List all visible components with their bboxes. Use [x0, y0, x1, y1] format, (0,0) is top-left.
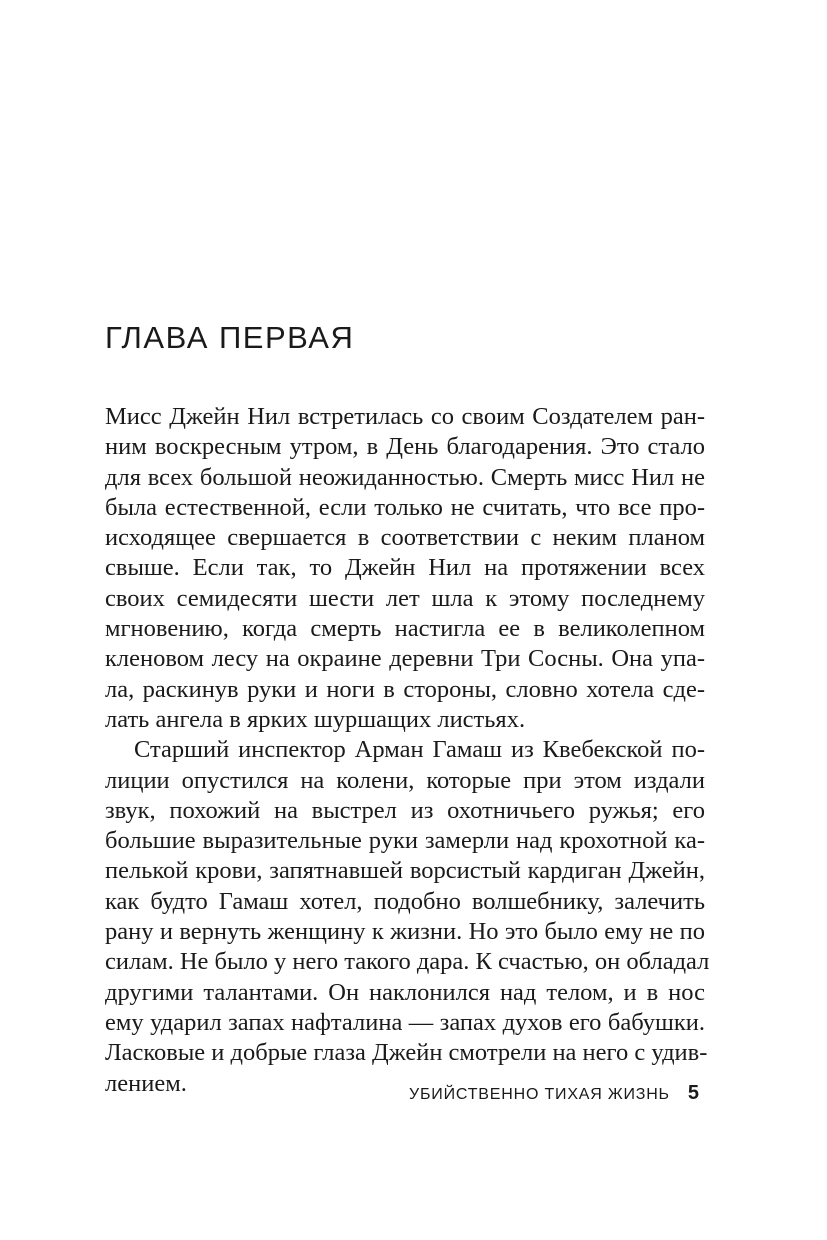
text-line: ним воскресным утром, в День благодарения. Это стало [105, 433, 705, 461]
body-text [105, 402, 710, 1099]
text-line: лать ангела в ярких шуршащих листьях. [105, 705, 526, 733]
page-number: 5 [687, 1082, 699, 1104]
text-line: свыше. Если так, то Джейн Нил на протяжении всех [105, 554, 705, 582]
text-line: пелькой крови, запятнавшей ворсистый кардиган Джейн, [105, 857, 705, 885]
page-footer [409, 1082, 699, 1105]
text-line: Мисс Джейн Нил встретилась со своим Создателем ран- [105, 403, 705, 430]
text-line: лением. [105, 1069, 187, 1097]
running-title: УБИЙСТВЕННО ТИХАЯ ЖИЗНЬ [409, 1086, 670, 1103]
text-line: силам. Не было у него такого дара. К счастью, он обладал [105, 948, 710, 976]
text-line: Ласковые и добрые глаза Джейн смотрели на него с удив- [105, 1039, 708, 1067]
text-line: кленовом лесу на окраине деревни Три Сосны. Она упа- [105, 645, 705, 673]
text-line: ла, раскинув руки и ноги в стороны, словно хотела сде- [105, 675, 705, 703]
text-line: была естественной, если только не считать, что все про- [105, 493, 705, 521]
text-line: для всех большой неожиданностью. Смерть мисс Нил не [105, 463, 705, 491]
text-line: мгновению, когда смерть настигла ее в великолепном [105, 615, 705, 643]
text-line: другими талантами. Он наклонился над телом, и в нос [105, 978, 705, 1006]
text-line: лиции опустился на колени, которые при этом издали [105, 766, 705, 794]
text-line: рану и вернуть женщину к жизни. Но это было ему не по [105, 918, 705, 946]
text-line: Старший инспектор Арман Гамаш из Квебекской по- [134, 736, 705, 764]
chapter-title: ГЛАВА ПЕРВАЯ [105, 320, 355, 355]
text-line: ему ударил запах нафталина — запах духов его бабушки. [105, 1008, 705, 1036]
text-line: исходящее свершается в соответствии с неким планом [105, 524, 705, 552]
text-line: звук, похожий на выстрел из охотничьего ружья; его [105, 796, 705, 824]
text-line: своих семидесяти шести лет шла к этому последнему [105, 584, 705, 612]
text-line: как будто Гамаш хотел, подобно волшебнику, залечить [105, 887, 705, 915]
text-line: большие выразительные руки замерли над крохотной ка- [105, 827, 705, 855]
